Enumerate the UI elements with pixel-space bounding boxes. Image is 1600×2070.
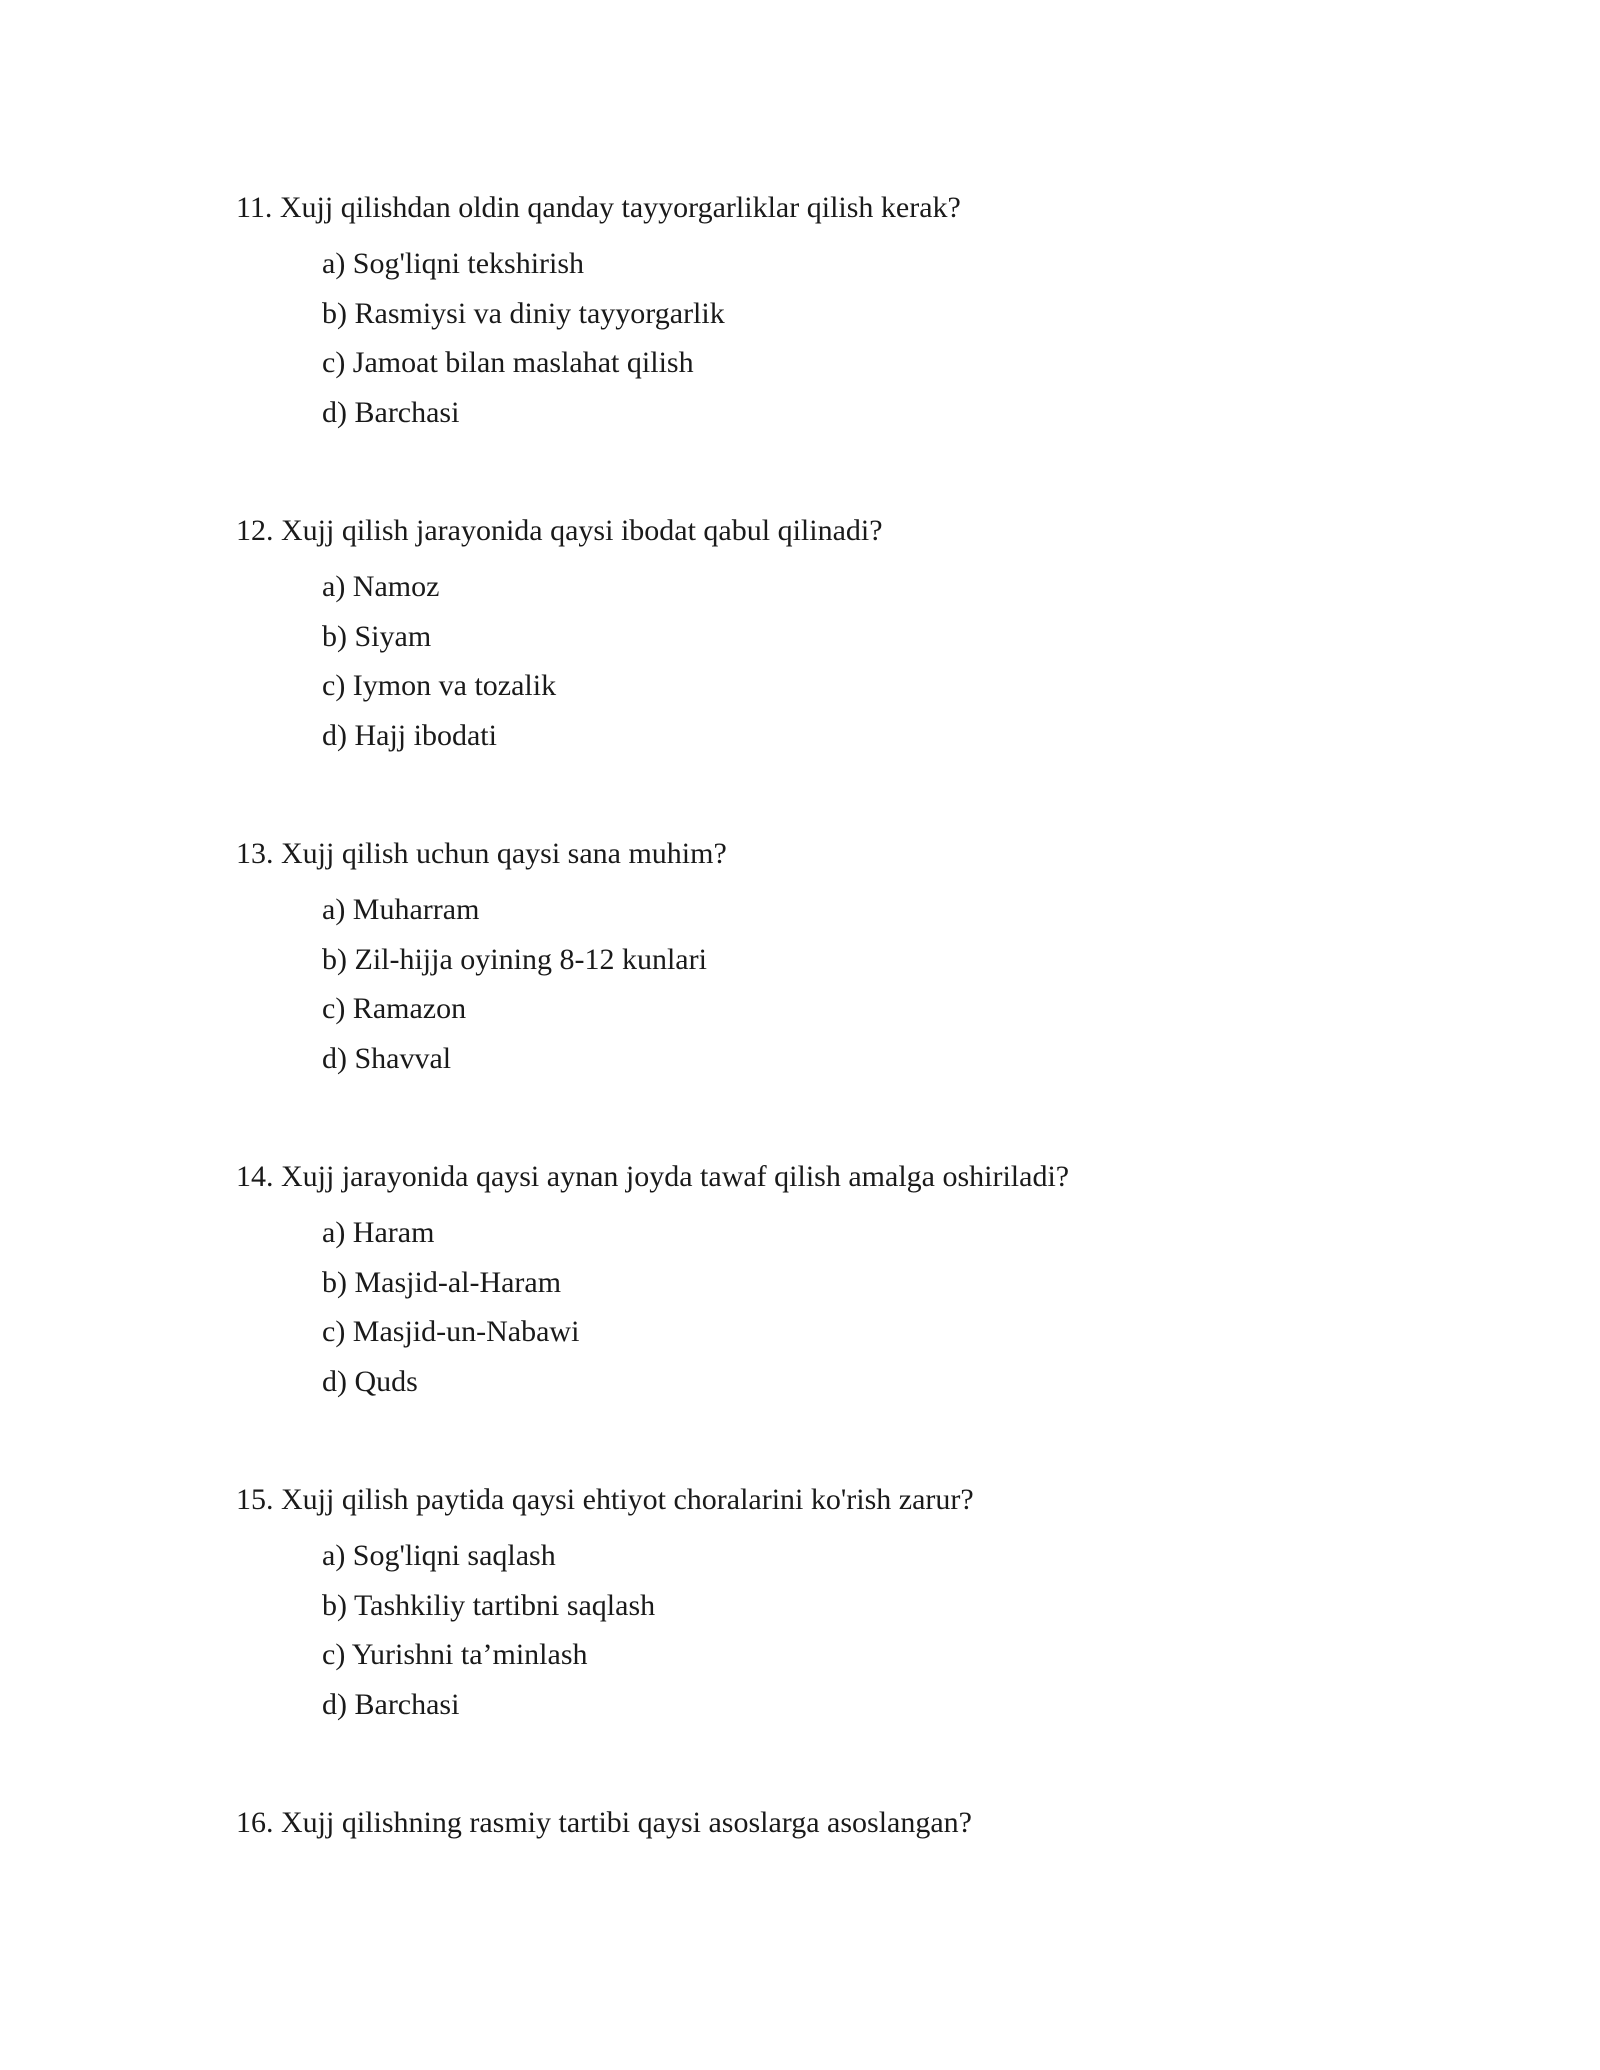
question-15 [236,1482,1436,1736]
option-b: b) Masjid-al-Haram [322,1265,562,1299]
answer-options [236,892,1436,1090]
option-d: d) Shavval [322,1041,452,1075]
answer-options [236,1215,1436,1413]
option-b: b) Zil-hijja oyining 8-12 kunlari [322,942,707,976]
option-d: d) Hajj ibodati [322,718,497,752]
question-13 [236,836,1436,1090]
answer-options [236,246,1436,444]
option-d: d) Barchasi [322,1687,460,1721]
answer-options [236,569,1436,767]
question-text: 12. Xujj qilish jarayonida qaysi ibodat qabul qilinadi? [236,514,883,547]
option-a: a) Sog'liqni tekshirish [322,247,585,280]
question-14 [236,1159,1436,1413]
option-a: a) Haram [322,1216,435,1249]
option-c: c) Iymon va tozalik [322,669,557,702]
question-text: 13. Xujj qilish uchun qaysi sana muhim? [236,837,727,870]
option-c: c) Ramazon [322,992,467,1025]
option-d: d) Quds [322,1364,418,1398]
option-a: a) Sog'liqni saqlash [322,1539,556,1572]
option-c: c) Yurishni ta’minlash [322,1638,588,1671]
option-c: c) Masjid-un-Nabawi [322,1315,580,1348]
option-c: c) Jamoat bilan maslahat qilish [322,346,694,379]
question-text: 11. Xujj qilishdan oldin qanday tayyorgarliklar qilish kerak? [236,191,961,224]
question-text: 14. Xujj jarayonida qaysi aynan joyda tawaf qilish amalga oshiriladi? [236,1160,1070,1193]
option-a: a) Muharram [322,893,480,926]
option-d: d) Barchasi [322,395,460,429]
option-a: a) Namoz [322,570,440,603]
question-text: 16. Xujj qilishning rasmiy tartibi qaysi asoslarga asoslangan? [236,1806,972,1839]
question-16 [236,1805,1436,1841]
option-b: b) Rasmiysi va diniy tayyorgarlik [322,296,725,330]
question-12 [236,513,1436,767]
question-text: 15. Xujj qilish paytida qaysi ehtiyot choralarini ko'rish zarur? [236,1483,974,1516]
option-b: b) Tashkiliy tartibni saqlash [322,1588,656,1622]
answer-options [236,1538,1436,1736]
question-11 [236,190,1436,444]
option-b: b) Siyam [322,619,432,653]
